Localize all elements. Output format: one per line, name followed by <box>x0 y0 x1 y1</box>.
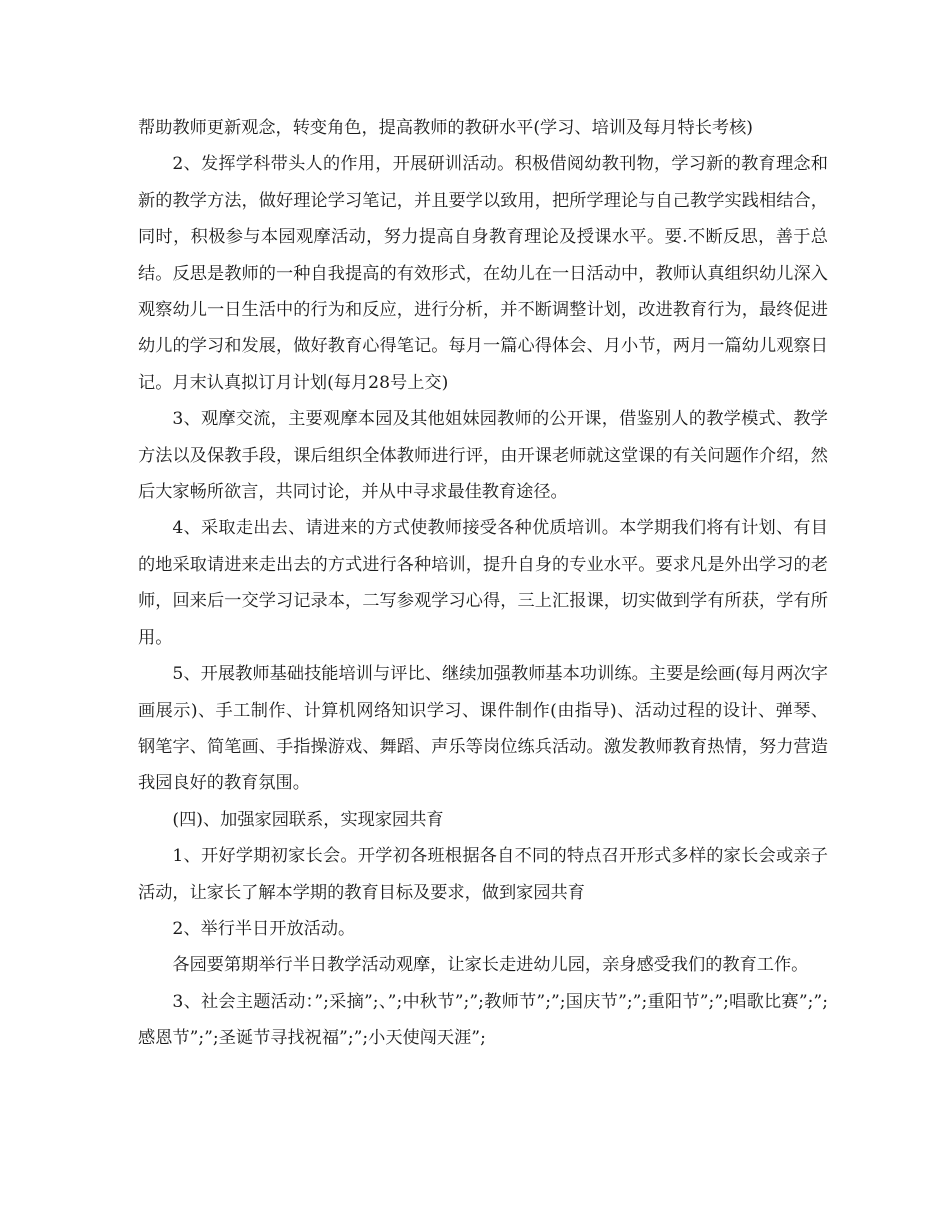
paragraph-home-3: 3、社会主题活动：”;采摘”;、”;中秋节”;”;教师节”;”;国庆节”;”;重阳节”;”;唱歌比赛”;”;感恩节”;”;圣诞节寻找祝福”;”;小天使闯天涯”; <box>138 991 828 1049</box>
paragraph-home-2: 2、举行半日开放活动。 <box>172 918 356 939</box>
paragraph-item-3: 3、观摩交流，主要观摩本园及其他姐妹园教师的公开课，借鉴别人的教学模式、教学方法以及保教手段，课后组织全体教师进行评，由开课老师就这堂课的有关问题作介绍，然后大家畅所欲言，共同讨论，并从中寻求最佳教育途径。 <box>138 409 828 503</box>
paragraph-home-1: 1、开好学期初家长会。开学初各班根据各自不同的特点召开形式多样的家长会或亲子活动，让家长了解本学期的教育目标及要求，做到家园共育 <box>138 846 828 903</box>
paragraph-item-4: 4、采取走出去、请进来的方式使教师接受各种优质培训。本学期我们将有计划、有目的地采取请进来走出去的方式进行各种培训，提升自身的专业水平。要求凡是外出学习的老师，回来后一交学习记录本，二写参观学习心得，三上汇报课，切实做到学有所获，学有所用。 <box>138 518 828 648</box>
paragraph-item-5: 5、开展教师基础技能培训与评比、继续加强教师基本功训练。主要是绘画(每月两次字画展示)、手工制作、计算机网络知识学习、课件制作(由指导)、活动过程的设计、弹琴、钢笔字、简笔画、手指操游戏、舞蹈、声乐等岗位练兵活动。激发教师教育热情，努力营造我园良好的教育氛围。 <box>138 664 828 794</box>
paragraph-item-2: 2、发挥学科带头人的作用，开展研训活动。积极借阅幼教刊物，学习新的教育理念和新的教学方法，做好理论学习笔记，并且要学以致用，把所学理论与自己教学实践相结合，同时，积极参与本园观摩活动，努力提高自身教育理论及授课水平。要.不断反思，善于总结。反思是教师的一种自我提高的有效形式，在幼儿在一日活动中，教师认真组织幼儿深入观察幼儿一日生活中的行为和反应，进行分析，并不断调整计划，改进教育行为，最终促进幼儿的学习和发展，做好教育心得笔记。每月一篇心得体会、月小节，两月一篇幼儿观察日记。月末认真拟订月计划(每月28号上交) <box>138 154 828 393</box>
paragraph-continuation: 帮助教师更新观念，转变角色，提高教师的教研水平(学习、培训及每月特长考核) <box>138 118 753 138</box>
section-heading: (四)、加强家园联系，实现家园共育 <box>172 809 444 830</box>
paragraph-home-2-detail: 各园要第期举行半日教学活动观摩，让家长走进幼儿园，亲身感受我们的教育工作。 <box>172 955 809 976</box>
document-body <box>138 110 828 1057</box>
